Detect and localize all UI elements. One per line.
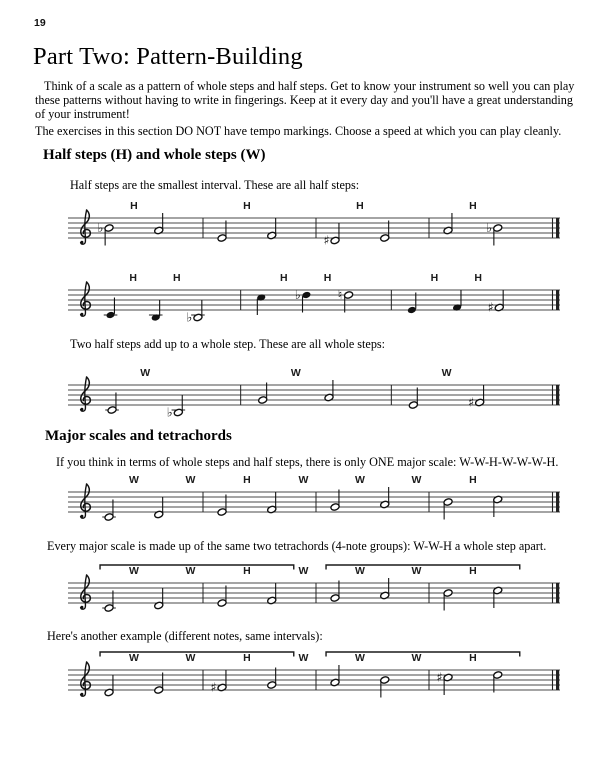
caption-whole-steps: Two half steps add up to a whole step. These are all whole steps: [70,337,386,351]
note-C4 [102,591,116,613]
caption-one-major-scale: If you think in terms of whole steps and half steps, there is only ONE major scale: W-W-H-W-W-W-H. [56,455,559,469]
interval-label: H [243,474,251,486]
note-E4 [380,221,390,243]
caption-tetrachords: Every major scale is made up of the same two tetrachords (4-note groups): W-W-H a whole step apart. [47,539,547,553]
staff-c-major-scale [0,456,600,530]
tempo-note: The exercises in this section DO NOT have tempo markings. Choose a speed at which you can play cleanly. [35,124,562,138]
intro-paragraph-line: Think of a scale as a pattern of whole steps and half steps. Get to know your instrument so well you can play [44,79,575,93]
page-number: 19 [34,17,46,29]
interval-label: W [128,474,139,486]
note-C5 [493,495,503,517]
note-E4 [217,586,227,608]
interval-label: H [469,565,477,577]
interval-label: W [185,474,196,486]
intro-paragraph-line: these patterns without having to write in fingerings. Keep at it every day and you'll have a great understanding [35,93,573,107]
note-D4 [104,675,114,697]
note-A4 [380,578,390,600]
note-E4 [217,221,227,243]
intro-paragraph-line: of your instrument! [35,107,130,121]
interval-label: H [243,200,251,212]
note-C4 [104,298,118,320]
final-barline-thick [556,670,559,690]
interval-label: H [469,474,477,486]
note-B4 [443,589,453,611]
note-F4 [267,218,277,240]
accidental-sharp-icon: ♯ [487,299,494,315]
treble-clef-icon [80,282,90,316]
accidental-sharp-icon: ♯ [436,669,443,685]
interval-label: W [441,367,452,379]
note-F#4 [488,290,505,315]
note-C5 [493,586,503,608]
interval-label: H [356,200,364,212]
note-A4 [380,487,390,509]
final-barline-thick [556,290,559,310]
interval-label: W [354,652,365,664]
note-F4 [267,583,277,605]
accidental-flat-icon: ♭ [294,287,301,302]
accidental-sharp-icon: ♯ [468,394,475,410]
note-D4 [154,497,164,519]
interval-label: W [354,474,365,486]
page-title: Part Two: Pattern-Building [33,43,303,70]
interval-label: W [411,565,422,577]
accidental-sharp-icon: ♯ [210,679,217,695]
treble-clef-icon [80,662,90,696]
note-Bb3 [167,395,185,420]
staff-half-steps-line-2 [0,254,600,328]
note-B4 [380,676,390,698]
interval-label: W [140,367,151,379]
note-Bb3 [186,300,204,325]
note-F4 [267,492,277,514]
note-A4 [324,380,334,402]
note-C4 [105,393,119,415]
interval-label: W [298,565,309,577]
note-C5 [256,293,266,315]
note-A4 [443,213,453,235]
interval-label: H [469,652,477,664]
note-B4 [443,498,453,520]
section-heading-half-whole-steps: Half steps (H) and whole steps (W) [43,147,266,163]
note-A4 [330,665,340,687]
accidental-natural-icon: ♮ [337,287,343,302]
staff-c-major-scale-tetrachords [0,547,600,621]
note-G4 [330,581,340,603]
interval-label: H [243,565,251,577]
staff-half-steps-line-1 [0,182,600,256]
caption-another-example: Here's another example (different notes, same intervals): [47,629,323,643]
interval-label: H [243,652,251,664]
note-F4 [452,290,462,312]
final-barline-thick [556,583,559,603]
caption-half-steps: Half steps are the smallest interval. These are all half steps: [70,178,360,192]
interval-label: W [411,474,422,486]
note-F#4 [210,670,227,695]
accidental-flat-icon: ♭ [166,404,173,420]
final-barline-thick [556,385,559,405]
note-D4 [154,588,164,610]
note-D#4 [323,223,340,248]
note-G4 [267,668,277,690]
accidental-flat-icon: ♭ [486,220,493,235]
treble-clef-icon [80,210,90,244]
accidental-flat-icon: ♭ [186,309,193,325]
interval-label: H [469,200,477,212]
note-A4 [154,213,164,235]
interval-label: H [430,272,439,284]
treble-clef-icon [80,575,90,609]
note-G4 [330,490,340,512]
treble-clef-icon [80,484,90,518]
interval-label: H [173,272,181,284]
interval-label: W [185,652,196,664]
accidental-flat-icon: ♭ [97,220,104,235]
final-barline-thick [556,218,559,238]
treble-clef-icon [80,377,90,411]
note-D5 [493,671,503,693]
note-F#4 [468,385,485,410]
intro-paragraph [35,79,574,121]
note-E4 [407,293,417,315]
interval-label: H [130,200,138,212]
interval-label: H [129,272,137,284]
accidental-sharp-icon: ♯ [323,232,330,248]
note-E4 [217,495,227,517]
interval-label: H [280,272,288,284]
staff-d-major-scale-tetrachords [0,634,600,708]
note-B3 [149,300,163,322]
interval-label: W [128,565,139,577]
interval-label: W [185,565,196,577]
interval-label: W [298,474,309,486]
staff-whole-steps [0,349,600,423]
interval-label: W [128,652,139,664]
note-C4 [102,500,116,522]
interval-label: W [290,367,301,379]
note-C#5 [436,670,453,696]
note-G4 [258,383,268,405]
interval-label: W [354,565,365,577]
interval-label: H [323,272,332,284]
note-E4 [408,388,418,410]
interval-label: W [298,652,309,664]
interval-label: W [411,652,422,664]
final-barline-thick [556,492,559,512]
note-E4 [154,673,164,695]
section-heading-major-scales: Major scales and tetrachords [45,428,232,444]
interval-label: H [474,272,482,284]
